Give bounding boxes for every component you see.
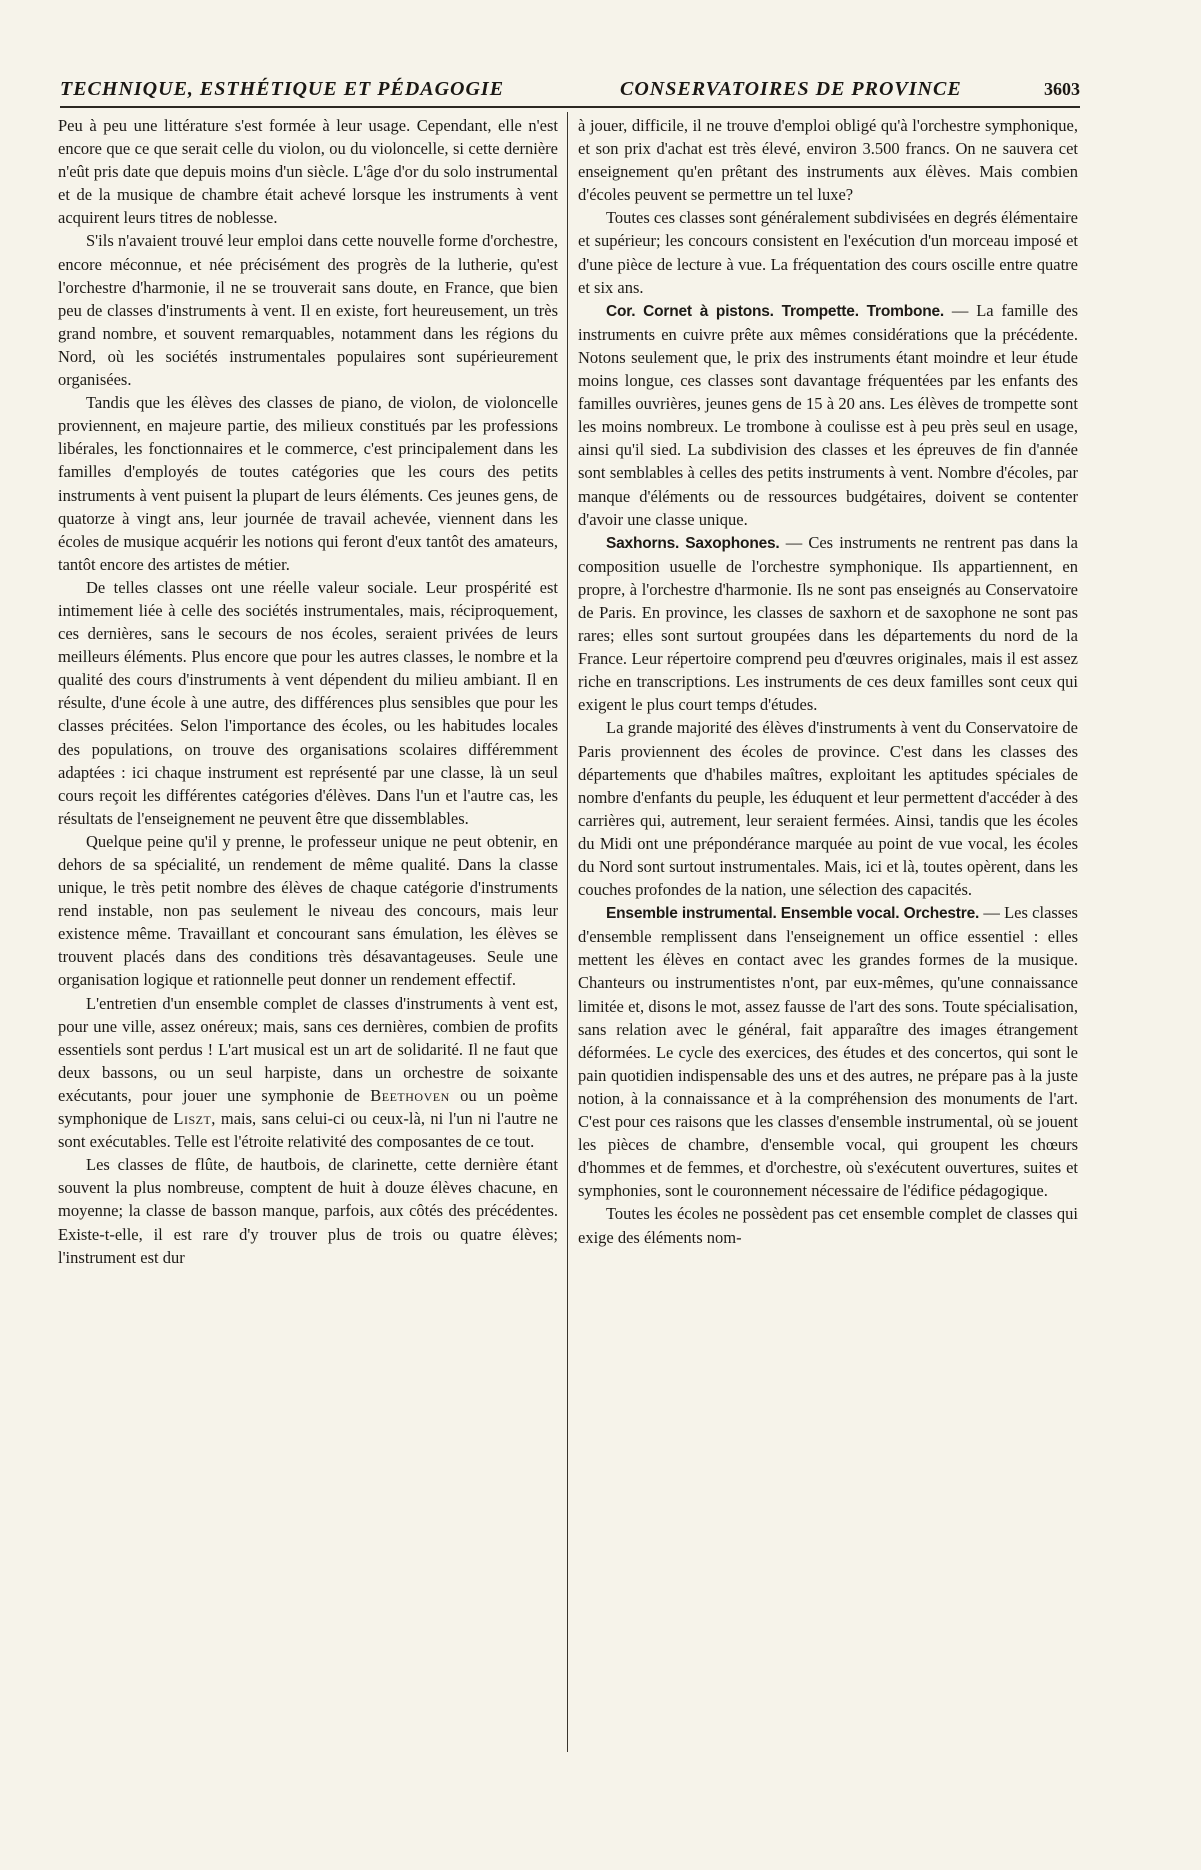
paragraph: Toutes ces classes sont généralement subdivisées en degrés élémentaire et supérieur; les concours consistent en l'exécution d'un morceau imposé et d'une pièce de lecture à vue. La fréquentation des cours oscille entre quatre et six ans. <box>578 208 1078 297</box>
text-run: — Ces instruments ne rentrent pas dans la composition usuelle de l'orchestre symphonique. Ils appartiennent, en propre, à l'orchestre d'harmonie. Ils ne sont pas enseignés au Conservatoire de Paris. En province, les classes de saxhorn et de saxophone ne sont pas rares; elles sont surtout groupées dans les départements du nord de la France. Leur répertoire comprend peu d'œuvres originales, mais il est assez riche en transcriptions. Les instruments de ces deux familles sont ceux qui exigent le plus court temps d'études. <box>578 532 1078 715</box>
paragraph: Les classes de flûte, de hautbois, de clarinette, cette dernière étant souvent la plus nombreuse, comptent de huit à douze élèves chacune, en moyenne; la classe de basson manque, parfois, aux côtés des précédentes. Existe-t-elle, il est rare d'y trouver plus de trois ou quatre élèves; l'instrument est dur <box>58 1155 558 1267</box>
paragraph <box>578 901 1078 1202</box>
header-right-title: CONSERVATOIRES DE PROVINCE <box>620 78 962 100</box>
left-column <box>58 114 558 1269</box>
text-run: L'entretien d'un ensemble complet de classes d'instruments à vent est, pour une ville, assez onéreux; mais, sans ces dernières, combien de profits essentiels sont perdus ! L'art musical est un art de solidarité. Il ne faut que deux bassons, ou un seul harpiste, dans un orchestre de soixante exécutants, pour jouer une symphonie de <box>58 993 558 1105</box>
paragraph: De telles classes ont une réelle valeur sociale. Leur prospérité est intimement liée à celle des sociétés instrumentales, mais, réciproquement, ces dernières, sans le secours de nos écoles, seraient privées de leurs meilleurs éléments. Plus encore que pour les autres classes, le nombre et la qualité des cours d'instruments à vent dépendent du milieu ambiant. Il en résulte, d'une école à une autre, des différences plus sensibles que pour les classes précitées. Selon l'importance des écoles, ou les habitudes locales des populations, on trouve des organisations scolaires différemment adaptées : ici chaque instrument est représenté par une classe, là un seul cours reçoit les différentes catégories d'élèves. Dans l'un et l'autre cas, les résultats de l'enseignement ne peuvent être que dissemblables. <box>58 577 558 828</box>
paragraph: Tandis que les élèves des classes de piano, de violon, de violoncelle proviennent, en majeure partie, des milieux constitués par les professions libérales, les fonctionnaires et le commerce, c'est principalement dans les familles d'employés de toutes catégories que les cours des petits instruments à vent puisent la plupart de leurs éléments. Ces jeunes gens, de quatorze à vingt ans, leur journée de travail achevée, viennent dans les écoles de musique acquérir les notions qui feront d'eux tantôt des amateurs, tantôt encore des artistes de métier. <box>58 393 558 574</box>
text-run: — Les classes d'ensemble remplissent dans l'enseignement un office essentiel : elles mettent les élèves en contact avec les grandes formes de la musique. Chanteurs ou instrumentistes n'ont, par eux-mêmes, qu'une connaissance limitée et, disons le mot, assez fausse de l'art des sons. Toute spécialisation, sans relation avec le général, fait apparaître des images étrangement déformées. Le cycle des exercices, des études et des concertos, qui sont le pain quotidien indispensable des uns et des autres, ne prépare pas à la juste notion, à la connaissance et à la compréhension des monuments de l'art. C'est pour ces raisons que les classes d'ensemble instrumental, où se jouent les pièces de chambre, d'ensemble vocal, qui groupent les chœurs d'hommes et de femmes, et d'orchestre, où s'exécutent ouvertures, suites et symphonies, sont le couronnement nécessaire de l'édifice pédagogique. <box>578 903 1078 1201</box>
paragraph <box>578 299 1078 531</box>
composer-name: Liszt <box>173 1109 212 1129</box>
right-column <box>578 114 1078 1249</box>
header-rule <box>60 106 1080 108</box>
text-run: — La famille des instruments en cuivre prête aux mêmes considérations que la précédente. Notons seulement que, le prix des instruments étant moindre et leur étude moins longue, ces classes sont davantage fréquentées par les enfants des familles ouvrières, jeunes gens de 15 à 20 ans. Les élèves de trompette sont les moins nombreux. Le trombone à coulisse est à peu près seul en usage, ainsi qu'il sied. La subdivision des classes et les épreuves de fin d'année sont semblables à celles des petits instruments à vent. Nombre d'écoles, par manque d'éléments ou de ressources budgétaires, doivent se contenter d'avoir une classe unique. <box>578 300 1078 529</box>
paragraph: S'ils n'avaient trouvé leur emploi dans cette nouvelle forme d'orchestre, encore méconnue, et née précisément des progrès de la lutherie, qu'est l'orchestre d'harmonie, il ne se trouverait sans doute, en France, que bien peu de classes d'instruments à vent. Il en existe, fort heureusement, un très grand nombre, et souvent remarquables, notamment dans les régions du Nord, où les sociétés instrumentales populaires sont supérieurement organisées. <box>58 231 558 390</box>
header-left-title: TECHNIQUE, ESTHÉTIQUE ET PÉDAGOGIE <box>60 78 505 100</box>
paragraph <box>578 531 1078 717</box>
text-run: , mais, sans celui-ci ou ceux-là, ni l'un ni l'autre ne sont exécutables. Telle est l'étroite relativité des composantes de ce tout. <box>58 1109 558 1152</box>
column-divider <box>567 112 568 1752</box>
paragraph <box>58 992 558 1154</box>
page-number: 3603 <box>1044 79 1080 99</box>
paragraph: La grande majorité des élèves d'instruments à vent du Conservatoire de Paris proviennent des écoles de province. C'est dans les classes des départements que d'habiles maîtres, exploitant les aptitudes spéciales de nombre d'enfants du peuple, les éduquent et leur permettent d'accéder à des carrières qui, autrement, leur seraient fermées. Ainsi, tandis que les écoles du Midi ont une prépondérance marquée au point de vue vocal, les écoles du Nord sont surtout instrumentales. Mais, ici et là, toutes opèrent, dans les couches profondes de la nation, une sélection des capacités. <box>578 718 1078 900</box>
composer-name: Beethoven <box>370 1085 450 1105</box>
section-heading: Cor. Cornet à pistons. Trompette. Trombone. <box>606 302 945 320</box>
paragraph: Quelque peine qu'il y prenne, le professeur unique ne peut obtenir, en dehors de sa spécialité, un rendement de même qualité. Dans la classe unique, le très petit nombre des élèves de chaque catégorie d'instruments rend instable, non pas seulement le niveau des concours, mais leur existence même. Travaillant et concourant sans émulation, les élèves se trouvent placés dans des conditions très désavantageuses. Seule une organisation logique et rationnelle peut donner un rendement effectif. <box>58 831 558 990</box>
running-header <box>60 78 1080 104</box>
text-run: ou un poème symphonique de <box>58 1085 558 1129</box>
section-heading: Ensemble instrumental. Ensemble vocal. Orchestre. <box>606 905 980 923</box>
paragraph: Toutes les écoles ne possèdent pas cet ensemble complet de classes qui exige des éléments nom- <box>578 1204 1078 1247</box>
paragraph: à jouer, difficile, il ne trouve d'emploi obligé qu'à l'orchestre symphonique, et son prix d'achat est très élevé, environ 3.500 francs. On ne sauvera cet enseignement qu'en prêtant des instruments aux élèves. Mais combien d'écoles peuvent se permettre un tel luxe? <box>578 116 1078 205</box>
section-heading: Saxhorns. Saxophones. <box>606 534 780 552</box>
paragraph: Peu à peu une littérature s'est formée à leur usage. Cependant, elle n'est encore que ce que serait celle du violon, ou du violoncelle, si cette dernière n'eût pris date que depuis moins d'un siècle. L'âge d'or du solo instrumental et de la musique de chambre était achevé lorsque les instruments à vent acquirent leurs titres de noblesse. <box>58 116 558 228</box>
